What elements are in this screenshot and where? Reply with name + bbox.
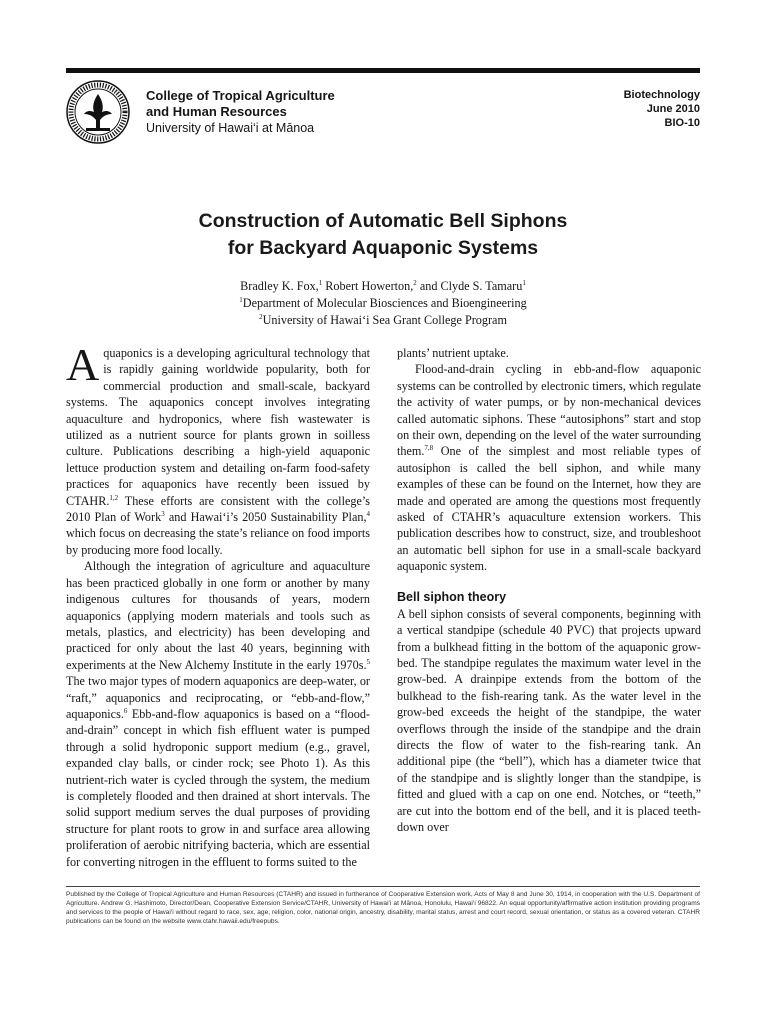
college-name-line2: and Human Resources xyxy=(146,104,287,119)
paragraph-4: A bell siphon consists of several components, beginning with a vertical standpipe (schedule 40 PVC) that projects upward from a bulkhead fitting in the bottom of the aquaponic grow-bed. The standpipe regulates the maximum water level in the grow-bed. A drainpipe extends from the bottom of the bulkhead to the fish-rearing tank. As the water level in the grow-bed exceeds the height of the standpipe, the water overflows through the inside of the standpipe and the drain directs the flow of water to the fish-rearing tank. An additional pipe (the “bell”), which has a diameter twice that of the standpipe and is slightly longer than the standpipe, is fitted and glued with a cap on one end. Notches, or “teeth,” are cut into the bottom end of the bell, and it is placed teeth-down over xyxy=(397,606,701,834)
university-seal-logo xyxy=(66,80,130,144)
affiliation-2-text: University of Hawai‘i Sea Grant College Program xyxy=(262,313,507,327)
title-line1: Construction of Automatic Bell Siphons xyxy=(198,210,568,232)
series-name: Biotechnology xyxy=(623,89,700,101)
author-3: and Clyde S. Tamaru xyxy=(416,279,523,293)
body-column-right xyxy=(397,345,701,835)
publication-code: BIO-10 xyxy=(664,117,700,129)
paragraph-3-text-a: Flood-and-drain cycling in ebb-and-flow aquaponic systems can be controlled by electronic timers, which regulate the activity of water pumps, or by non-mechanical devices called automatic siphons. These “autosiphons” start and stop on their own, depending on the level of the water surrounding them. xyxy=(397,362,701,459)
citation-sup: 7,8 xyxy=(424,444,434,453)
college-name-block xyxy=(146,88,335,136)
citation-sup: 1,2 xyxy=(109,493,119,502)
author-block xyxy=(66,278,700,329)
affiliation-1-sup: 1 xyxy=(239,295,243,304)
citation-sup: 5 xyxy=(366,657,370,666)
header-rule xyxy=(66,68,700,73)
footer-text: Published by the College of Tropical Agriculture and Human Resources (CTAHR) and issued in furtherance of Cooperative Extension work, Acts of May 8 and June 30, 1914, in cooperation with the U.S. Department of Agriculture. Andrew G. Hashimoto, Director/Dean, Cooperative Extension Service/CTAHR, University of Hawai‘i at Mānoa, Honolulu, Hawai‘i 96822. An equal opportunity/affirmative action institution providing programs and services to the people of Hawai‘i without regard to race, sex, age, religion, color, national origin, ancestry, disability, marital status, arrest and court record, sexual orientation, or status as a covered veteran. CTAHR publications can be found on the website www.ctahr.hawaii.edu/freepubs. xyxy=(66,891,700,925)
paragraph-1-text-c: and Hawai‘i’s 2050 Sustainability Plan, xyxy=(164,510,367,525)
paragraph-2-text-c: Ebb-and-flow aquaponics is based on a “flood-and-drain” concept in which fish effluent water is pumped through a solid hydroponic support medium (e.g., gravel, expanded clay balls, or cinder rock; see Photo 1). As this nutrient-rich water is cycled through the system, the medium is completely flooded and then drained at short intervals. The solid support medium serves the dual purposes of providing structure for plant roots to grow in and surface area allowing proliferation of aerobic nitrifying bacteria, which are essential for converting nitrogen in the effluent to forms suited to the xyxy=(66,706,370,869)
author-3-sup: 1 xyxy=(522,278,526,287)
affiliation-1-text: Department of Molecular Biosciences and Bioengineering xyxy=(242,296,527,310)
publication-info xyxy=(624,88,700,130)
paragraph-1-text-a: quaponics is a developing agricultural technology that is rapidly gaining worldwide popularity, both for commercial production and small-scale, backyard systems. The aquaponics concept involves integrating aquaculture and hydroponics, where fish wastewater is utilized as a nutrient source for plants grown in soilless culture. Publications describing a high-yield aquaponic lettuce production system and detailing on-farm food-safety practices for aquaponics have recently been issued by CTAHR. xyxy=(66,346,370,508)
body-column-left xyxy=(66,339,370,870)
paragraph-2-continued: plants’ nutrient uptake. xyxy=(397,346,509,360)
paragraph-2 xyxy=(66,558,370,870)
citation-sup: 6 xyxy=(123,706,128,715)
document-title xyxy=(66,208,700,262)
author-1: Bradley K. Fox, xyxy=(240,279,319,293)
paragraph-1-text-b: These efforts are consistent with the college’s 2010 Plan of Work xyxy=(66,493,370,525)
title-line2: for Backyard Aquaponic Systems xyxy=(227,237,539,259)
citation-sup: 3 xyxy=(161,510,165,518)
author-1-sup: 1 xyxy=(318,278,323,287)
author-names xyxy=(66,278,700,295)
author-2-sup: 2 xyxy=(413,278,417,287)
section-heading-bell-siphon-theory: Bell siphon theory xyxy=(397,589,507,604)
university-name: University of Hawai‘i at Mānoa xyxy=(146,121,315,135)
paragraph-3 xyxy=(397,361,701,574)
publication-date: June 2010 xyxy=(646,103,700,115)
affiliation-2 xyxy=(66,312,700,329)
drop-cap: A xyxy=(66,339,100,390)
affiliation-2-sup: 2 xyxy=(259,312,263,321)
paragraph-1 xyxy=(66,339,370,558)
college-name-line1: College of Tropical Agriculture xyxy=(146,88,335,103)
footer-rule xyxy=(66,886,700,887)
paragraph-1-text-d: which focus on decreasing the state’s reliance on food imports by producing more food locally. xyxy=(66,526,370,557)
paragraph-3-text-b: One of the simplest and most reliable types of autosiphon is called the bell siphon, and while many examples of these can be found on the Internet, how they are made and operated are among the questions most frequently asked of CTAHR’s aquaculture extension workers. This publication describes how to construct, size, and troubleshoot an automatic bell siphon for use in a small-scale backyard aquaponic system. xyxy=(397,444,701,574)
affiliation-1 xyxy=(66,295,700,312)
citation-sup: 4 xyxy=(366,510,370,518)
paragraph-2-text-b: The two major types of modern aquaponics are deep-water, or “raft,” aquaponics and reciprocating, or “ebb-and-flow,” aquaponics. xyxy=(66,674,370,721)
paragraph-2-text-a: Although the integration of agriculture and aquaculture has been practiced globally in one form or another by many indigenous cultures for thousands of years, modern aquaponics (applying modern materials and tools such as metals, plastics, and electricity) has been developing and practiced for only about the last 40 years, beginning with experiments at the New Alchemy Institute in the early 1970s. xyxy=(66,559,370,672)
author-2: Robert Howerton, xyxy=(322,279,414,293)
